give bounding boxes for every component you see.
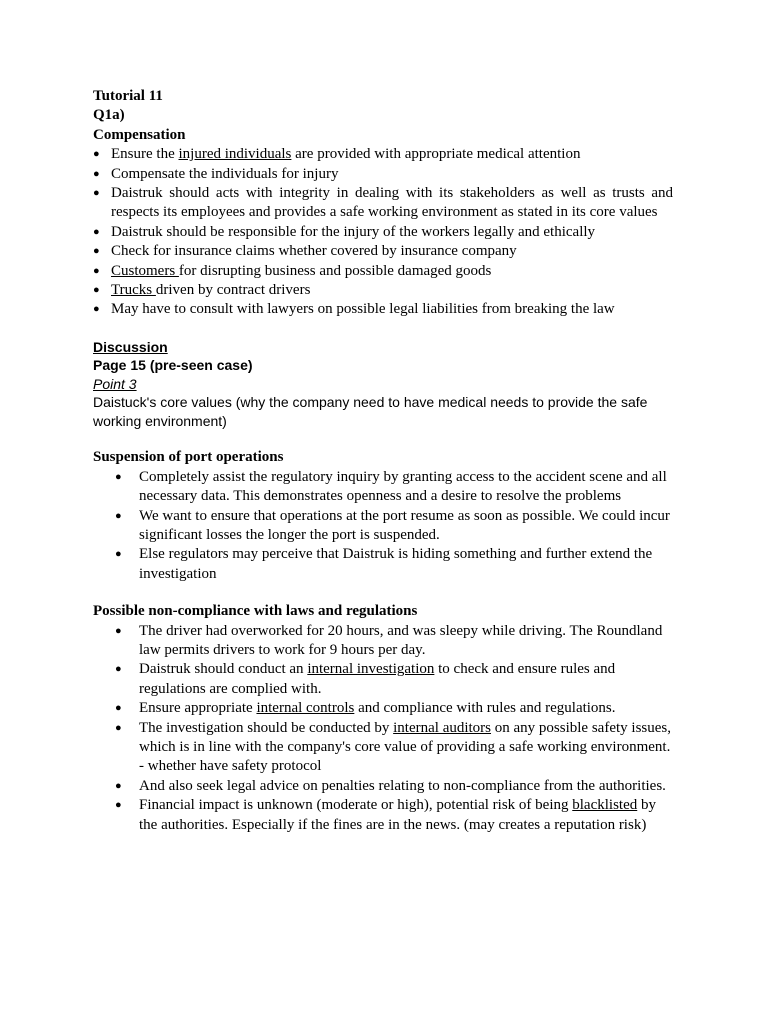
- underlined-term: blacklisted: [572, 797, 638, 814]
- suspension-heading: Suspension of port operations: [93, 449, 284, 466]
- list-item: ● May have to consult with lawyers on possible legal liabilities from breaking the law: [93, 300, 673, 319]
- text: on any possible safety issues, which is in line with the company's core value of providing a safe working environment. - whether have safety protocol: [139, 719, 671, 775]
- list-item: ● Completely assist the regulatory inquiry by granting access to the accident scene and all necessary data. This demonstrates openness and a desire to resolve the problems: [93, 468, 673, 507]
- list-item: [93, 660, 673, 699]
- underlined-term: injured individuals: [178, 146, 292, 163]
- list-item: [93, 281, 673, 300]
- text: Ensure the: [111, 146, 179, 163]
- point-label: Point 3: [93, 375, 137, 392]
- list-item: [93, 145, 673, 164]
- compensation-heading: Compensation: [93, 126, 186, 143]
- text: Financial impact is unknown (moderate or high), potential risk of being: [139, 797, 573, 814]
- question-label: Q1a): [93, 107, 125, 124]
- page-reference: Page 15 (pre-seen case): [93, 357, 253, 374]
- tutorial-title: Tutorial 11: [93, 88, 163, 104]
- text: and compliance with rules and regulations.: [354, 700, 616, 717]
- text: to check and ensure rules and regulations are complied with.: [139, 661, 616, 697]
- list-item: ● We want to ensure that operations at the port resume as soon as possible. We could incur significant losses the longer the port is suspended.: [93, 507, 673, 546]
- list-item: [93, 699, 673, 718]
- text: Ensure appropriate: [139, 700, 257, 717]
- list-item: [93, 262, 673, 281]
- noncompliance-heading: Possible non-compliance with laws and regulations: [93, 603, 418, 620]
- spacer: [93, 430, 673, 448]
- discussion-text: Daistuck's core values (why the company need to have medical needs to provide the safe working environment): [93, 394, 648, 429]
- discussion-heading: Discussion: [93, 338, 168, 355]
- noncompliance-list: [93, 622, 673, 835]
- suspension-list: [93, 468, 673, 584]
- spacer: [93, 320, 673, 338]
- underlined-term: internal auditors: [393, 719, 492, 736]
- text: by the authorities. Especially if the fines are in the news. (may creates a reputation risk): [139, 797, 656, 833]
- list-item: [93, 719, 673, 777]
- list-item: ● The driver had overworked for 20 hours, and was sleepy while driving. The Roundland law permits drivers to work for 9 hours per day.: [93, 622, 673, 661]
- text: driven by contract drivers: [155, 282, 311, 299]
- underlined-term: Trucks: [111, 282, 156, 299]
- text: for disrupting business and possible damaged goods: [178, 262, 492, 279]
- compensation-list: [93, 145, 673, 320]
- list-item: ● Compensate the individuals for injury: [93, 165, 673, 184]
- text: are provided with appropriate medical attention: [291, 146, 581, 163]
- text: The investigation should be conducted by: [139, 719, 394, 736]
- list-item: ● Daistruk should acts with integrity in dealing with its stakeholders as well as trusts and respects its employees and provides a safe working environment as stated in its core values: [93, 184, 673, 223]
- list-item: ● Daistruk should be responsible for the injury of the workers legally and ethically: [93, 223, 673, 242]
- list-item: ● And also seek legal advice on penalties relating to non-compliance from the authorities.: [93, 777, 673, 796]
- spacer: [93, 584, 673, 602]
- text: Daistruk should conduct an: [139, 661, 308, 678]
- underlined-term: Customers: [111, 262, 179, 279]
- underlined-term: internal investigation: [307, 661, 435, 678]
- list-item: [93, 796, 673, 835]
- underlined-term: internal controls: [256, 700, 355, 717]
- list-item: ● Else regulators may perceive that Daistruk is hiding something and further extend the investigation: [93, 545, 673, 584]
- list-item: ● Check for insurance claims whether covered by insurance company: [93, 242, 673, 261]
- document-body: [93, 87, 673, 835]
